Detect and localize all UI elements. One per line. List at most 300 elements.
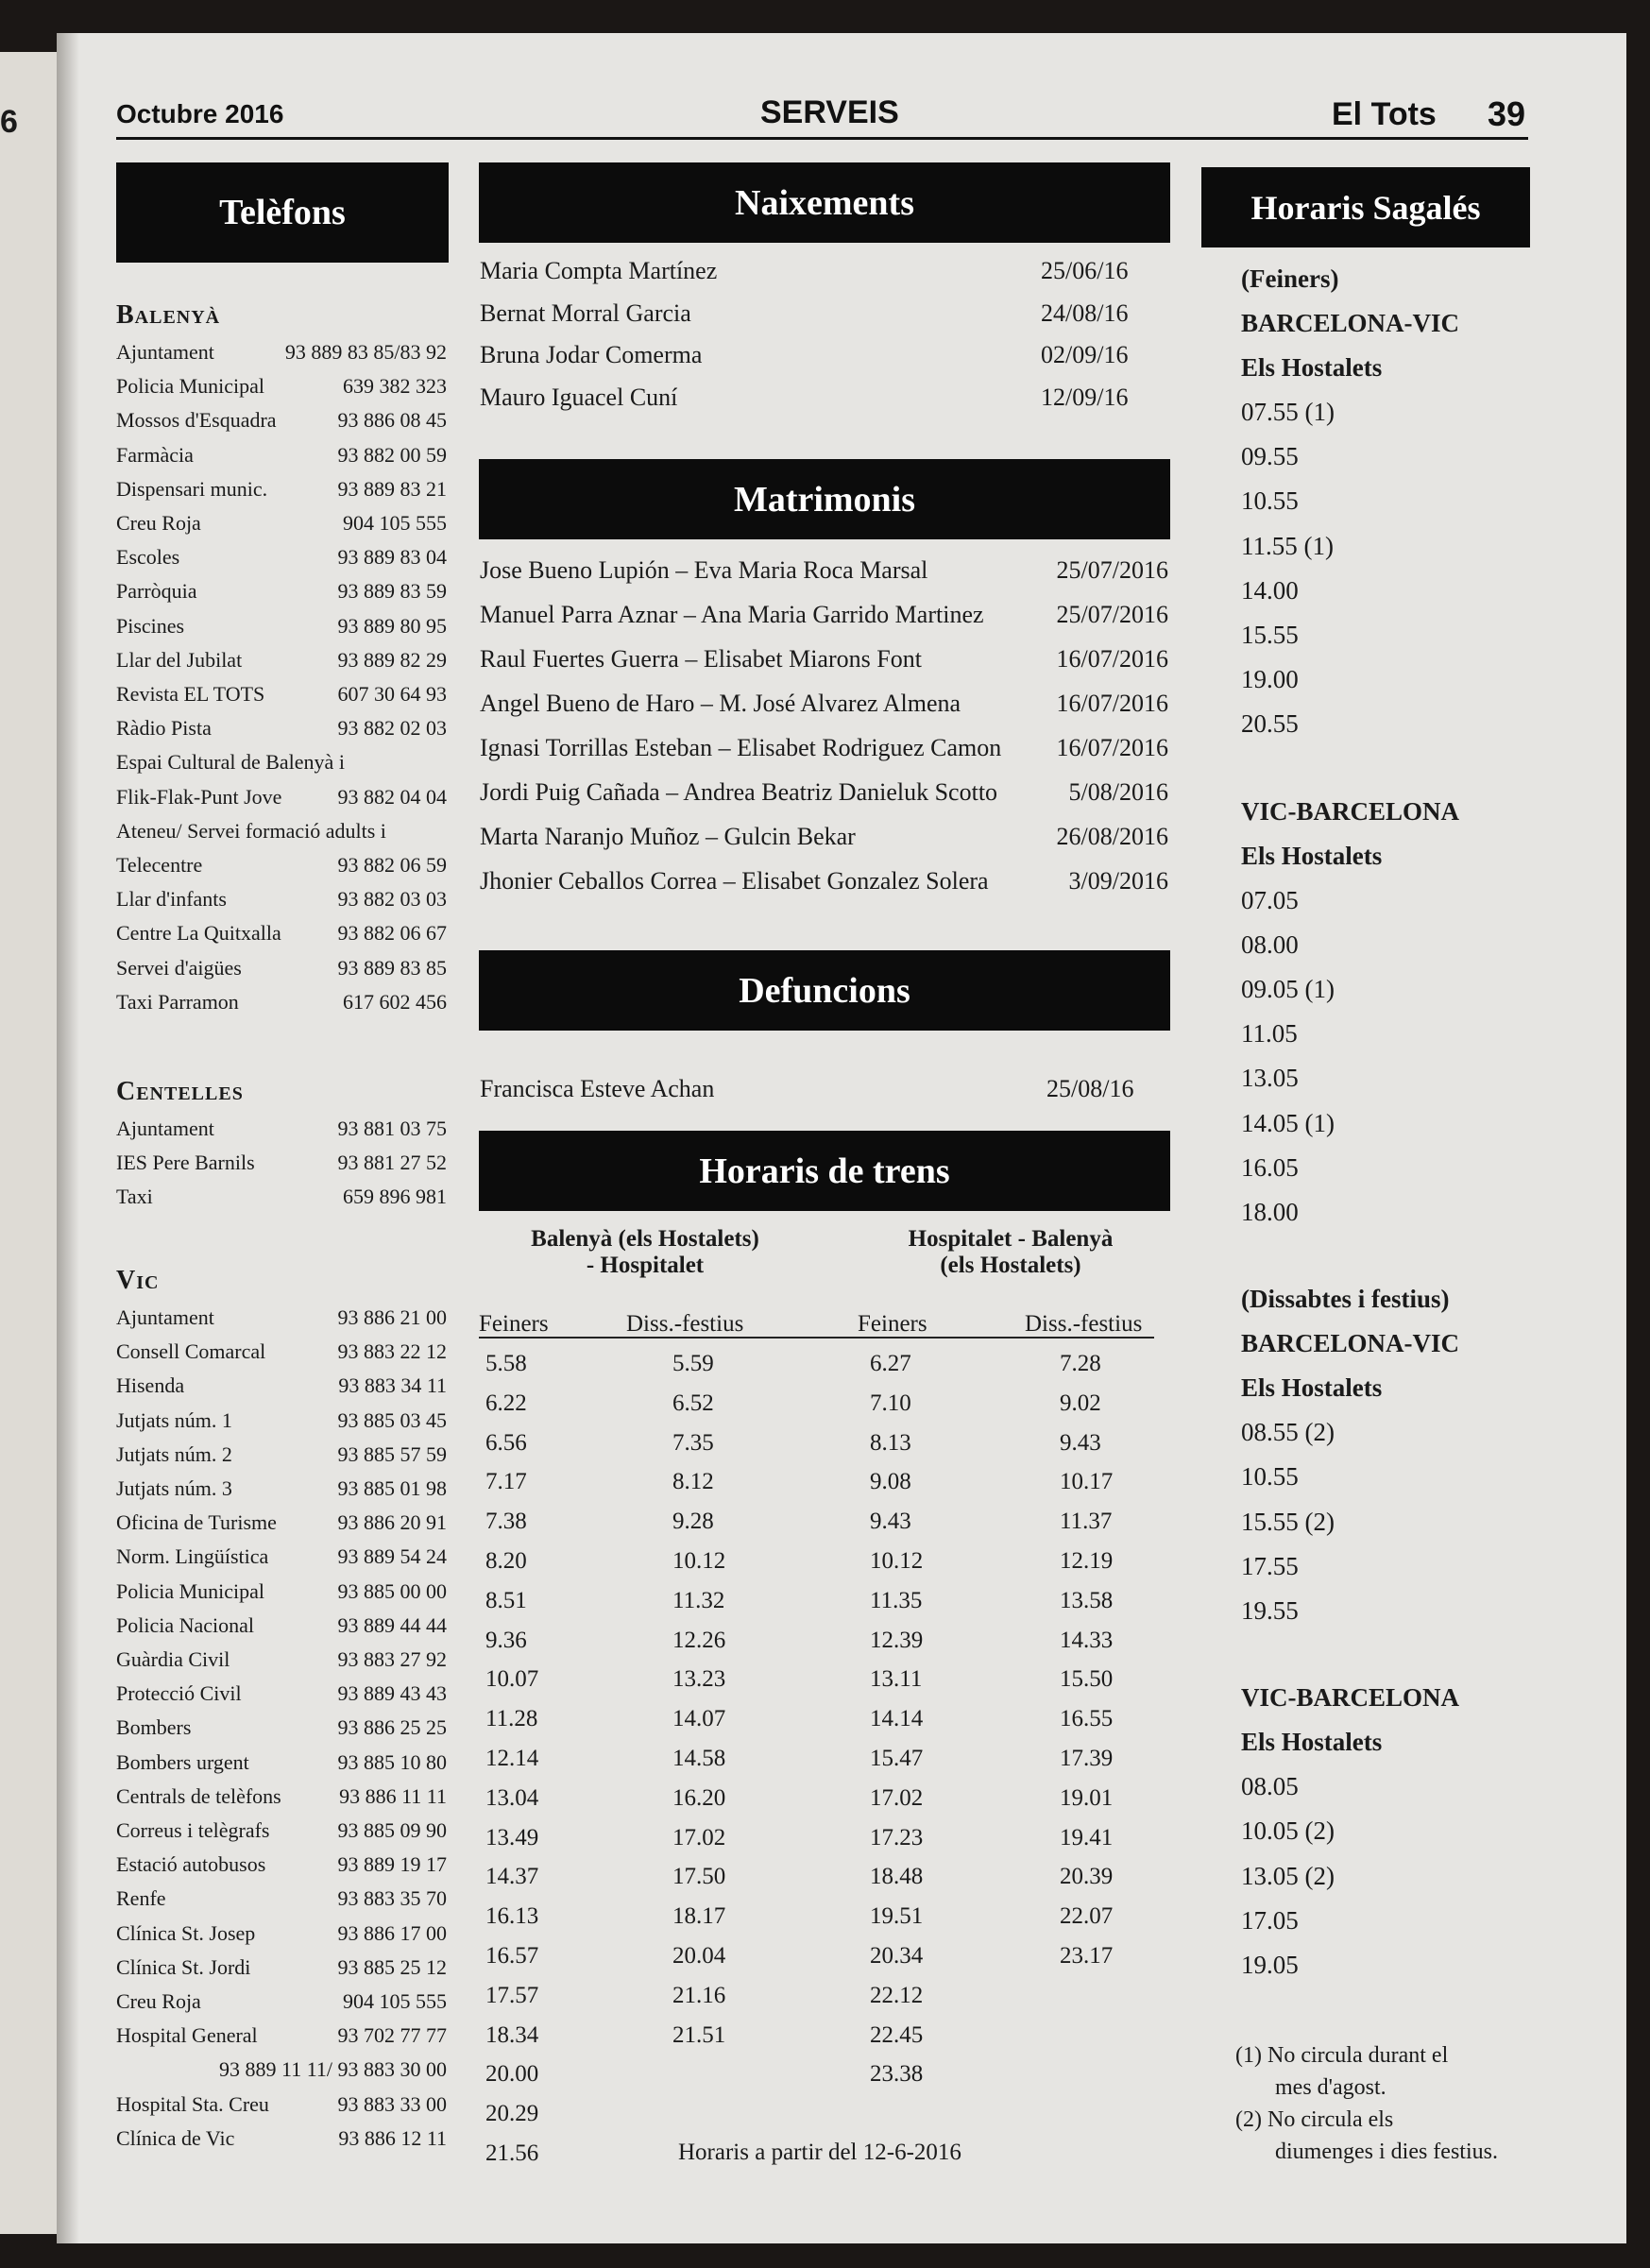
- phone-name: Ajuntament: [116, 340, 214, 364]
- phone-number: 93 883 34 11: [338, 1373, 447, 1398]
- departure-time: 6.52: [672, 1390, 714, 1416]
- phone-number: 93 889 82 29: [337, 647, 447, 672]
- matrimonis-title-box: [479, 459, 1170, 539]
- phone-number: 93 886 20 91: [337, 1510, 447, 1535]
- phone-row: [116, 1955, 447, 1980]
- departure-time: 9.08: [870, 1469, 911, 1495]
- sagales-time: 11.55 (1): [1241, 531, 1334, 560]
- departure-time: 17.02: [870, 1784, 924, 1811]
- departure-time: 13.04: [485, 1784, 539, 1811]
- departure-time: 11.37: [1060, 1509, 1113, 1535]
- phone-row: [116, 614, 447, 639]
- phone-name: Clínica de Vic: [116, 2125, 235, 2150]
- defuncions-title-box: [479, 950, 1170, 1031]
- phone-name: Ateneu/ Servei formació adults i: [116, 818, 386, 843]
- sagales-note: (2) No circula els: [1235, 2107, 1394, 2132]
- phone-number: 93 882 00 59: [337, 442, 447, 467]
- marriage-couple: Marta Naranjo Muñoz – Gulcin Bekar: [480, 823, 856, 850]
- departure-time: 9.28: [672, 1509, 714, 1535]
- sagales-time: 16.05: [1241, 1152, 1299, 1182]
- phone-number: 93 886 21 00: [337, 1305, 447, 1329]
- departure-time: 22.07: [1060, 1903, 1114, 1930]
- departure-time: 19.51: [870, 1903, 924, 1930]
- marriage-date: 16/07/2016: [1056, 734, 1168, 761]
- phone-number: 93 889 83 04: [337, 545, 447, 570]
- page-gutter: [57, 33, 79, 2243]
- phone-name: Revista EL TOTS: [116, 682, 265, 706]
- phone-row: [116, 1579, 447, 1604]
- phone-row: [116, 990, 447, 1015]
- header-magazine: El Tots: [1332, 96, 1437, 132]
- phone-number: 93 882 04 04: [337, 784, 447, 809]
- trens-note: Horaris a partir del 12-6-2016: [678, 2140, 961, 2165]
- phone-number: 659 896 981: [343, 1185, 447, 1209]
- phone-number: 904 105 555: [343, 1989, 447, 2013]
- phone-number: 93 886 17 00: [337, 1920, 447, 1945]
- marriage-date: 3/09/2016: [1068, 867, 1168, 895]
- phone-row: [116, 477, 447, 502]
- departure-time: 22.12: [870, 1982, 924, 2008]
- sagales-time: 09.05 (1): [1241, 975, 1335, 1003]
- departure-time: 8.12: [672, 1469, 714, 1495]
- timetable-header: Diss.-festius: [626, 1311, 744, 1337]
- phone-name: IES Pere Barnils: [116, 1151, 255, 1175]
- departure-time: 5.58: [485, 1351, 527, 1376]
- phone-name: Servei d'aigües: [116, 955, 242, 980]
- phone-row: [116, 545, 447, 570]
- phone-name: Taxi: [116, 1185, 153, 1209]
- phone-row: [116, 819, 447, 844]
- phone-name: Creu Roja: [116, 1989, 201, 2013]
- departure-time: 8.13: [870, 1429, 911, 1456]
- sagales-time: 17.55: [1241, 1551, 1299, 1580]
- phone-number: 93 889 44 44: [337, 1612, 447, 1637]
- departure-time: 9.43: [1060, 1429, 1101, 1456]
- sagales-route: VIC-BARCELONA: [1241, 1683, 1460, 1713]
- phone-number: 93 886 08 45: [337, 408, 447, 433]
- death-name: Francisca Esteve Achan: [480, 1075, 715, 1102]
- phone-name: Consell Comarcal: [116, 1339, 266, 1364]
- marriage-date: 25/07/2016: [1056, 601, 1168, 628]
- phone-name: Flik-Flak-Punt Jove: [116, 784, 282, 809]
- phone-number: 93 882 03 03: [337, 887, 447, 912]
- sagales-stop: Els Hostalets: [1241, 1373, 1383, 1403]
- phone-row: [116, 1681, 447, 1706]
- phone-row: [116, 716, 447, 741]
- phone-row: [116, 374, 447, 399]
- phone-row: [116, 1715, 447, 1740]
- timetable-header: Diss.-festius: [1025, 1311, 1143, 1337]
- phone-name: Correus i telègrafs: [116, 1818, 270, 1842]
- sagales-time: 08.00: [1241, 929, 1299, 959]
- sagales-time: 07.55 (1): [1241, 398, 1335, 426]
- phone-number: 639 382 323: [343, 374, 447, 399]
- sagales-time: 07.05: [1241, 885, 1299, 914]
- departure-time: 14.14: [870, 1706, 924, 1732]
- departure-time: 14.58: [672, 1746, 726, 1771]
- phone-number: 93 885 25 12: [337, 1954, 447, 1979]
- section-heading-balenya: Balenyà: [116, 300, 221, 330]
- sagales-time: 10.05 (2): [1241, 1816, 1335, 1846]
- phone-name: Bombers urgent: [116, 1749, 249, 1774]
- phone-name: Dispensari munic.: [116, 476, 268, 501]
- phone-number: 93 885 00 00: [337, 1578, 447, 1603]
- departure-time: 20.00: [485, 2061, 539, 2088]
- departure-time: 10.17: [1060, 1469, 1114, 1495]
- departure-time: 8.51: [485, 1587, 527, 1613]
- phone-number: 93 886 11 11: [339, 1783, 447, 1808]
- defuncions-title: Defuncions: [739, 970, 910, 1011]
- marriage-couple: Jordi Puig Cañada – Andrea Beatriz Danieluk Scotto: [480, 778, 998, 806]
- phone-number: 93 889 83 85: [337, 955, 447, 980]
- departure-time: 5.59: [672, 1351, 714, 1376]
- birth-name: Bruna Jodar Comerma: [480, 341, 703, 368]
- phone-row: [116, 2092, 447, 2117]
- phone-name: Protecció Civil: [116, 1681, 242, 1706]
- phone-number: 93 889 54 24: [337, 1544, 447, 1569]
- phone-number: 93 881 03 75: [337, 1117, 447, 1140]
- departure-time: 8.20: [485, 1548, 527, 1574]
- phone-number: 93 889 19 17: [337, 1852, 447, 1877]
- phone-name: Bombers: [116, 1715, 192, 1740]
- sagales-day-type: (Feiners): [1241, 264, 1339, 293]
- marriage-couple: Jose Bueno Lupión – Eva Maria Roca Marsal: [480, 556, 928, 584]
- phone-name: Espai Cultural de Balenyà i: [116, 750, 345, 775]
- phone-row: [116, 1921, 447, 1946]
- phone-row: [116, 1339, 447, 1364]
- header-date: Octubre 2016: [116, 99, 284, 128]
- section-heading-centelles: Centelles: [116, 1077, 244, 1106]
- phone-number: 607 30 64 93: [337, 682, 447, 706]
- phone-row: [116, 1852, 447, 1877]
- telefons-title-box: [116, 162, 449, 263]
- phone-name: Policia Municipal: [116, 374, 265, 399]
- departure-time: 21.56: [485, 2140, 539, 2166]
- phone-name: Farmàcia: [116, 442, 194, 467]
- phone-number: 93 885 01 98: [337, 1476, 447, 1500]
- trens-direction-1: [518, 1226, 773, 1279]
- departure-time: 18.48: [870, 1864, 924, 1890]
- section-heading-vic: Vic: [116, 1266, 160, 1295]
- sagales-time: 15.55: [1241, 621, 1299, 649]
- departure-time: 13.23: [672, 1666, 726, 1693]
- phone-row: [116, 1476, 447, 1501]
- phone-name: Ajuntament: [116, 1117, 214, 1140]
- sagales-time: 10.55: [1241, 486, 1299, 516]
- departure-time: 22.45: [870, 2021, 924, 2048]
- phone-row: [116, 785, 447, 810]
- phone-row: [116, 1408, 447, 1433]
- departure-time: 23.17: [1060, 1943, 1114, 1969]
- phone-name: Escoles: [116, 545, 180, 570]
- phone-name: Creu Roja: [116, 511, 201, 535]
- phone-row: [116, 1151, 447, 1175]
- departure-time: 13.58: [1060, 1587, 1114, 1613]
- phone-row: [116, 682, 447, 707]
- departure-time: 9.36: [485, 1627, 527, 1653]
- phone-number: 93 882 06 67: [337, 921, 447, 946]
- phone-row: [116, 443, 447, 468]
- phone-number: 93 885 10 80: [337, 1749, 447, 1774]
- sagales-time: 20.55: [1241, 709, 1299, 739]
- trens-title-box: [479, 1131, 1170, 1211]
- sagales-stop: Els Hostalets: [1241, 841, 1383, 870]
- marriage-couple: Raul Fuertes Guerra – Elisabet Miarons Font: [480, 645, 922, 673]
- sagales-time: 19.55: [1241, 1596, 1299, 1625]
- sagales-note-cont: diumenges i dies festius.: [1275, 2140, 1498, 2164]
- phone-row: [116, 1544, 447, 1569]
- phone-name: Policia Municipal: [116, 1578, 265, 1603]
- phone-number: 93 883 22 12: [337, 1339, 447, 1364]
- death-date: 25/08/16: [1046, 1075, 1134, 1102]
- timetable-header: Feiners: [479, 1311, 549, 1337]
- header-section: SERVEIS: [760, 94, 899, 130]
- birth-name: Bernat Morral Garcia: [480, 298, 691, 327]
- departure-time: 12.14: [485, 1746, 539, 1771]
- departure-time: 6.27: [870, 1351, 911, 1376]
- sagales-time: 13.05: [1241, 1064, 1299, 1093]
- header-rule: [116, 137, 1528, 140]
- marriage-date: 5/08/2016: [1068, 778, 1168, 806]
- phone-name: Jutjats núm. 1: [116, 1407, 232, 1432]
- departure-time: 6.22: [485, 1390, 527, 1416]
- phone-row: [116, 648, 447, 673]
- phone-row: [116, 1613, 447, 1638]
- departure-time: 7.38: [485, 1509, 527, 1535]
- departure-time: 9.43: [870, 1509, 911, 1535]
- sagales-time: 11.05: [1241, 1019, 1298, 1049]
- sagales-stop: Els Hostalets: [1241, 1728, 1383, 1757]
- phone-number: 93 885 57 59: [337, 1441, 447, 1466]
- phone-number: 93 882 02 03: [337, 716, 447, 741]
- timetable-header: Feiners: [858, 1311, 927, 1337]
- departure-time: 10.07: [485, 1666, 539, 1693]
- trens-direction-2-line2: (els Hostalets): [940, 1253, 1081, 1278]
- phone-name: Centre La Quitxalla: [116, 921, 281, 946]
- departure-time: 16.57: [485, 1943, 539, 1969]
- phone-name: Llar d'infants: [116, 887, 227, 912]
- phone-row: [116, 579, 447, 604]
- phone-name: Llar del Jubilat: [116, 647, 243, 672]
- departure-time: 17.39: [1060, 1746, 1114, 1771]
- phone-number: 93 889 83 59: [337, 579, 447, 604]
- sagales-note: (1) No circula durant el: [1235, 2043, 1449, 2068]
- departure-time: 20.29: [485, 2101, 539, 2127]
- naixements-title: Naixements: [735, 182, 914, 223]
- departure-time: 20.39: [1060, 1864, 1114, 1890]
- phone-name: Jutjats núm. 2: [116, 1441, 232, 1466]
- sagales-time: 14.05 (1): [1241, 1108, 1335, 1137]
- phone-row: [116, 956, 447, 981]
- phone-row: [116, 1750, 447, 1775]
- phone-row: [116, 2126, 447, 2151]
- phone-number: 93 882 06 59: [337, 853, 447, 877]
- sagales-time: 18.00: [1241, 1198, 1299, 1226]
- sagales-note-cont: mes d'agost.: [1275, 2075, 1386, 2100]
- marriage-date: 26/08/2016: [1056, 823, 1168, 850]
- sagales-time: 08.55 (2): [1241, 1418, 1335, 1447]
- birth-date: 24/08/16: [1041, 298, 1129, 327]
- phone-name: Mossos d'Esquadra: [116, 408, 277, 433]
- phone-name: Hospital Sta. Creu: [116, 2091, 269, 2116]
- marriage-couple: Jhonier Ceballos Correa – Elisabet Gonzalez Solera: [480, 867, 989, 895]
- departure-time: 18.17: [672, 1903, 726, 1930]
- phone-number: 93 883 27 92: [337, 1647, 447, 1671]
- sagales-time: 14.00: [1241, 575, 1299, 605]
- trens-direction-1-line2: - Hospitalet: [586, 1253, 705, 1278]
- departure-time: 21.16: [672, 1982, 726, 2008]
- departure-time: 17.50: [672, 1864, 726, 1890]
- sagales-route: BARCELONA-VIC: [1241, 309, 1460, 337]
- departure-time: 16.13: [485, 1903, 539, 1930]
- phone-name: Guàrdia Civil: [116, 1647, 230, 1671]
- trens-direction-1-line1: Balenyà (els Hostalets): [531, 1226, 759, 1252]
- phone-number: 93 889 83 21: [337, 476, 447, 501]
- marriage-couple: Ignasi Torrillas Esteban – Elisabet Rodriguez Camon: [480, 734, 1002, 761]
- phone-row: [116, 853, 447, 878]
- phone-name: Policia Nacional: [116, 1612, 255, 1637]
- phone-number: 904 105 555: [343, 511, 447, 535]
- departure-time: 20.34: [870, 1943, 924, 1969]
- phone-number: 93 886 12 11: [338, 2125, 447, 2150]
- phone-row: [116, 1510, 447, 1535]
- sagales-time: 08.05: [1241, 1772, 1299, 1801]
- phone-name: Clínica St. Jordi: [116, 1954, 251, 1979]
- phone-name: Renfe: [116, 1886, 166, 1911]
- phone-row: [116, 1818, 447, 1843]
- departure-time: 11.28: [485, 1706, 538, 1732]
- phone-name: Oficina de Turisme: [116, 1510, 277, 1535]
- naixements-title-box: [479, 162, 1170, 243]
- phone-name: Clínica St. Josep: [116, 1920, 256, 1945]
- phone-row: [116, 1373, 447, 1398]
- sagales-time: 13.05 (2): [1241, 1861, 1335, 1890]
- phone-name: Centrals de telèfons: [116, 1783, 281, 1808]
- marriage-date: 25/07/2016: [1056, 556, 1168, 584]
- phone-number: 93 886 25 25: [337, 1715, 447, 1740]
- sagales-time: 17.05: [1241, 1905, 1299, 1935]
- telefons-title: Telèfons: [219, 193, 346, 232]
- phone-name: Taxi Parramon: [116, 989, 239, 1014]
- birth-date: 12/09/16: [1041, 383, 1129, 411]
- trens-direction-2-line1: Hospitalet - Balenyà: [908, 1226, 1114, 1252]
- phone-name: Hospital General: [116, 2023, 258, 2048]
- sagales-time: 15.55 (2): [1241, 1507, 1335, 1536]
- departure-time: 16.55: [1060, 1706, 1114, 1732]
- departure-time: 12.19: [1060, 1548, 1114, 1574]
- departure-time: 15.50: [1060, 1666, 1114, 1693]
- phone-number: 93 889 11 11/ 93 883 30 00: [219, 2057, 447, 2082]
- phone-number: 93 881 27 52: [337, 1151, 447, 1175]
- departure-time: 6.56: [485, 1429, 527, 1456]
- phone-row: [116, 1185, 447, 1209]
- phone-row: [116, 750, 447, 775]
- phone-name: Telecentre: [116, 853, 203, 877]
- trens-direction-2: [883, 1226, 1138, 1279]
- birth-name: Mauro Iguacel Cuní: [480, 383, 678, 411]
- phone-row: [116, 511, 447, 536]
- departure-time: 19.01: [1060, 1784, 1114, 1811]
- phone-number: 93 885 09 90: [337, 1818, 447, 1842]
- phone-row: [116, 340, 447, 365]
- sagales-time: 09.55: [1241, 442, 1299, 471]
- sagales-title-box: [1201, 167, 1530, 247]
- departure-time: 12.39: [870, 1627, 924, 1653]
- departure-time: 10.12: [870, 1548, 924, 1574]
- sagales-time: 19.05: [1241, 1951, 1299, 1979]
- sagales-stop: Els Hostalets: [1241, 353, 1383, 382]
- phone-row: [116, 1886, 447, 1911]
- phone-name: Ràdio Pista: [116, 716, 212, 741]
- phone-name: Piscines: [116, 613, 185, 638]
- phone-row: [116, 1989, 447, 2014]
- phone-number: 93 702 77 77: [337, 2023, 447, 2048]
- phone-row: [116, 1784, 447, 1809]
- departure-time: 15.47: [870, 1746, 924, 1771]
- departure-time: 7.28: [1060, 1351, 1101, 1376]
- matrimonis-title: Matrimonis: [733, 479, 916, 520]
- departure-time: 20.04: [672, 1943, 726, 1969]
- departure-time: 14.07: [672, 1706, 726, 1732]
- phone-number: 93 889 83 85/83 92: [284, 340, 447, 364]
- phone-row: [116, 1442, 447, 1467]
- phone-name: Estació autobusos: [116, 1852, 266, 1877]
- phone-row: [116, 887, 447, 912]
- phone-row: [116, 1117, 447, 1141]
- phone-number: 93 883 33 00: [337, 2091, 447, 2116]
- phone-row: [116, 2023, 447, 2048]
- trens-title: Horaris de trens: [699, 1151, 950, 1191]
- phone-row: [116, 921, 447, 946]
- phone-name: Norm. Lingüística: [116, 1544, 269, 1569]
- phone-name: Ajuntament: [116, 1305, 214, 1329]
- departure-time: 9.02: [1060, 1390, 1101, 1416]
- sagales-title: Horaris Sagalés: [1250, 188, 1481, 227]
- departure-time: 10.12: [672, 1548, 726, 1574]
- departure-time: 13.49: [485, 1824, 539, 1850]
- departure-time: 17.02: [672, 1824, 726, 1850]
- marriage-date: 16/07/2016: [1056, 645, 1168, 673]
- timetable-header-rule: [479, 1337, 1154, 1339]
- sagales-time: 10.55: [1241, 1462, 1299, 1492]
- departure-time: 14.37: [485, 1864, 539, 1890]
- phone-row: [116, 1305, 447, 1330]
- departure-time: 14.33: [1060, 1627, 1114, 1653]
- phone-name: Jutjats núm. 3: [116, 1476, 232, 1500]
- sagales-time: 19.00: [1241, 665, 1299, 694]
- phone-number: 93 889 80 95: [337, 613, 447, 638]
- departure-time: 11.32: [672, 1587, 725, 1613]
- sagales-day-type: (Dissabtes i festius): [1241, 1285, 1450, 1314]
- marriage-couple: Angel Bueno de Haro – M. José Alvarez Almena: [480, 690, 961, 717]
- phone-row: [116, 408, 447, 433]
- departure-time: 16.20: [672, 1784, 726, 1811]
- birth-date: 02/09/16: [1041, 341, 1129, 368]
- departure-time: 13.11: [870, 1666, 923, 1693]
- phone-row: [116, 1647, 447, 1672]
- departure-time: 7.17: [485, 1469, 527, 1495]
- departure-time: 18.34: [485, 2021, 539, 2048]
- departure-time: 7.10: [870, 1390, 911, 1416]
- phone-number: 93 885 03 45: [337, 1407, 447, 1432]
- phone-number: 617 602 456: [343, 989, 447, 1014]
- header-page-number: 39: [1488, 94, 1526, 133]
- birth-name: Maria Compta Martínez: [480, 257, 718, 284]
- phone-name: Hisenda: [116, 1373, 185, 1398]
- departure-time: 23.38: [870, 2061, 924, 2088]
- sagales-route: VIC-BARCELONA: [1241, 796, 1460, 826]
- departure-time: 17.23: [870, 1824, 924, 1850]
